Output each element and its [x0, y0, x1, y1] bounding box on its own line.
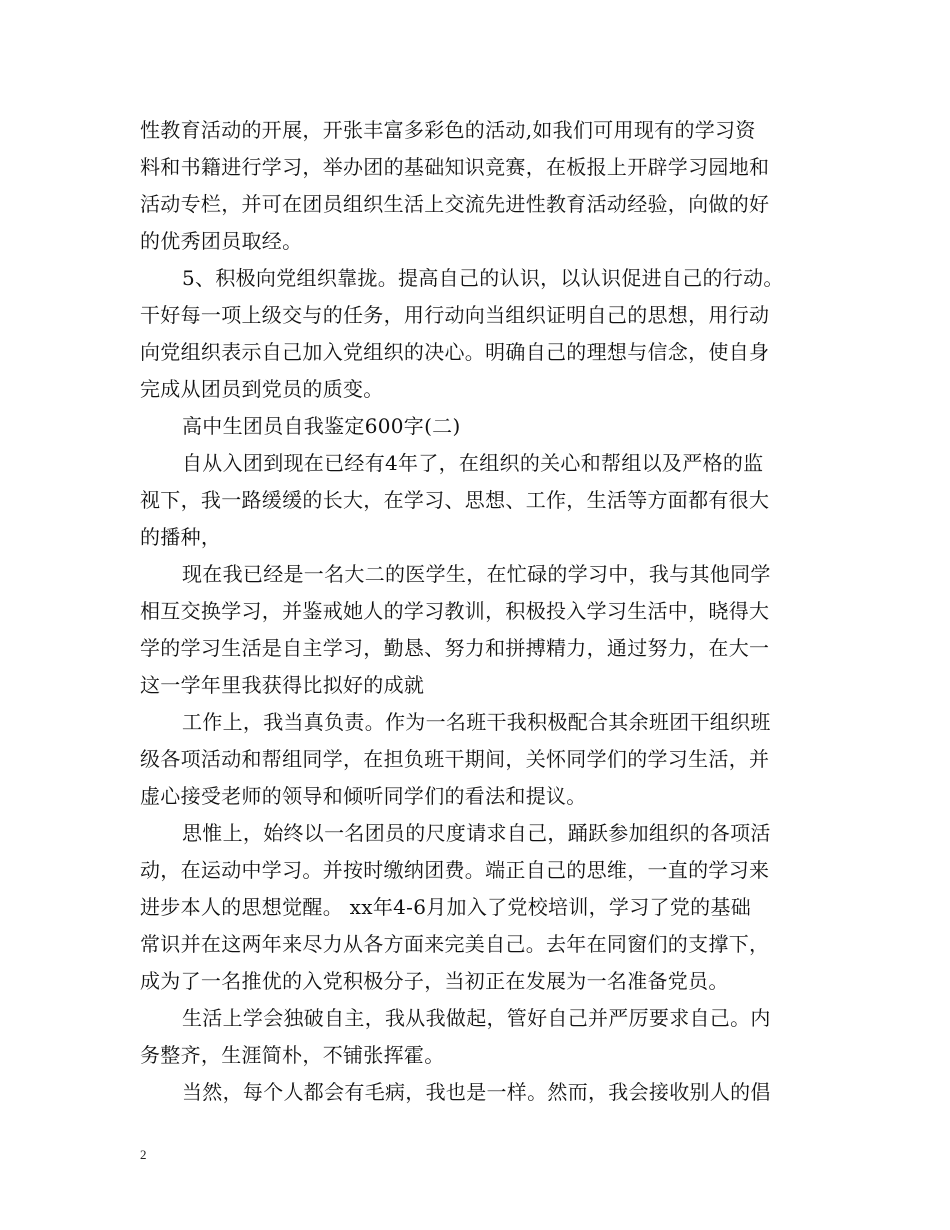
text-line: 思惟上，始终以一名团员的尺度请求自己，踊跃参加组织的各项活 — [182, 821, 771, 845]
text-line: 常识并在这两年来尽力从各方面来完美自己。去年在同窗们的支撑下， — [140, 932, 770, 956]
text-line: 视下，我一路缓缓的长大，在学习、思想、工作，生活等方面都有很大 — [140, 488, 770, 512]
text-line: 性教育活动的开展，开张丰富多彩色的活动,如我们可用现有的学习资 — [140, 118, 756, 142]
text-line: 虚心接受老师的领导和倾听同学们的看法和提议。 — [140, 784, 587, 808]
text-line: 务整齐，生涯简朴，不铺张挥霍。 — [140, 1043, 445, 1067]
text-line: 级各项活动和帮组同学，在担负班干期间，关怀同学们的学习生活，并 — [140, 747, 770, 771]
text-line: 进步本人的思想觉醒。 xx年4-6月加入了党校培训，学习了党的基础 — [140, 895, 752, 919]
text-line: 干好每一项上级交与的任务，用行动向当组织证明自己的思想，用行动 — [140, 303, 770, 327]
text-line: 向党组织表示自己加入党组织的决心。明确自己的理想与信念，使自身 — [140, 340, 770, 364]
text-line: 5、积极向党组织靠拢。提高自己的认识，以认识促进自己的行动。 — [182, 266, 784, 290]
text-line: 学的学习生活是自主学习，勤恳、努力和拼搏精力，通过努力，在大一 — [140, 636, 770, 660]
text-line: 高中生团员自我鉴定600字(二) — [182, 414, 461, 438]
page-number: 2 — [140, 1147, 147, 1162]
text-line: 自从入团到现在已经有4年了，在组织的关心和帮组以及严格的监 — [182, 451, 764, 475]
text-line: 的优秀团员取经。 — [140, 229, 303, 253]
text-line: 工作上，我当真负责。作为一名班干我积极配合其余班团干组织班 — [182, 710, 771, 734]
text-line: 的播种， — [140, 525, 222, 549]
document-body — [140, 112, 830, 1111]
text-line: 活动专栏，并可在团员组织生活上交流先进性教育活动经验，向做的好 — [140, 192, 770, 216]
text-line: 现在我已经是一名大二的医学生，在忙碌的学习中，我与其他同学 — [182, 562, 771, 586]
text-line: 料和书籍进行学习，举办团的基础知识竞赛，在板报上开辟学习园地和 — [140, 155, 770, 179]
text-line: 生活上学会独破自主，我从我做起，管好自己并严厉要求自己。内 — [182, 1006, 771, 1030]
text-line: 当然，每个人都会有毛病，我也是一样。然而，我会接收别人的倡 — [182, 1080, 771, 1104]
text-line: 成为了一名推优的入党积极分子，当初正在发展为一名准备党员。 — [140, 969, 729, 993]
text-line: 动，在运动中学习。并按时缴纳团费。端正自己的思维，一直的学习来 — [140, 858, 770, 882]
text-line: 完成从团员到党员的质变。 — [140, 377, 384, 401]
text-line: 这一学年里我获得比拟好的成就 — [140, 673, 425, 697]
text-line: 相互交换学习，并鉴戒她人的学习教训，积极投入学习生活中，晓得大 — [140, 599, 770, 623]
